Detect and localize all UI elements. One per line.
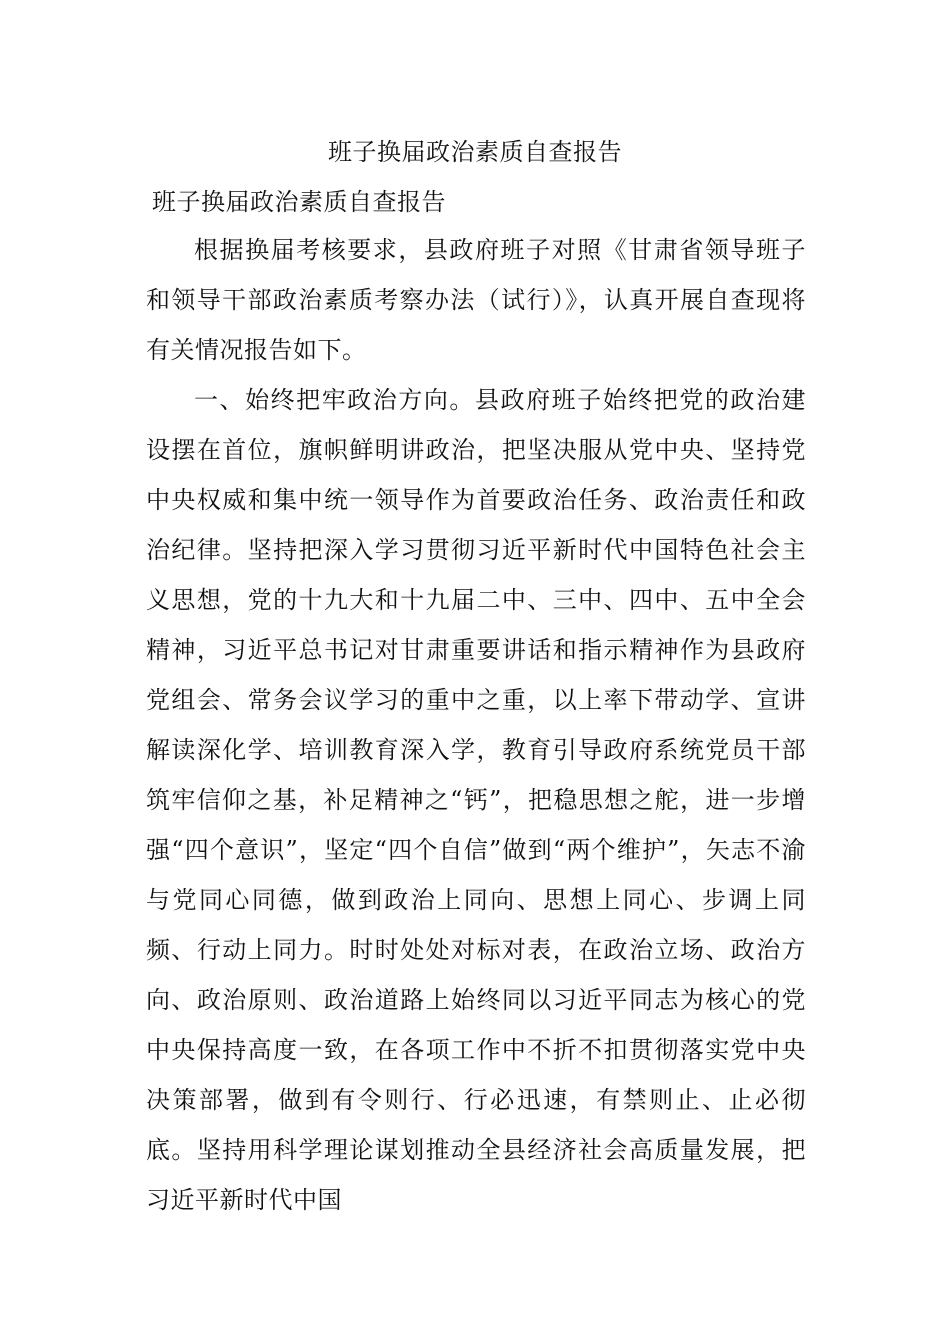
document-subtitle: 班子换届政治素质自查报告 [152, 188, 446, 216]
paragraph-intro: 根据换届考核要求，县政府班子对照《甘肃省领导班子和领导干部政治素质考察办法（试行）》，认真开展自查现将有关情况报告如下。 [146, 236, 806, 364]
document-title: 班子换届政治素质自查报告 [328, 138, 622, 166]
paragraph-section-1: 一、始终把牢政治方向。县政府班子始终把党的政治建设摆在首位，旗帜鲜明讲政治，把坚决服从党中央、坚持党中央权威和集中统一领导作为首要政治任务、政治责任和政治纪律。坚持把深入学习贯彻习近平新时代中国特色社会主义思想，党的十九大和十九届二中、三中、四中、五中全会精神，习近平总书记对甘肃重要讲话和指示精神作为县政府党组会、常务会议学习的重中之重，以上率下带动学、宣讲解读深化学、培训教育深入学，教育引导政府系统党员干部筑牢信仰之基，补足精神之“钙”，把稳思想之舵，进一步增强“四个意识”，坚定“四个自信”做到“两个维护”，矢志不渝与党同心同德，做到政治上同向、思想上同心、步调上同频、行动上同力。时时处处对标对表，在政治立场、政治方向、政治原则、政治道路上始终同以习近平同志为核心的党中央保持高度一致，在各项工作中不折不扣贯彻落实党中央决策部署，做到有令则行、行必迅速，有禁则止、止必彻底。坚持用科学理论谋划推动全县经济社会高质量发展，把习近平新时代中国 [146, 386, 806, 1214]
